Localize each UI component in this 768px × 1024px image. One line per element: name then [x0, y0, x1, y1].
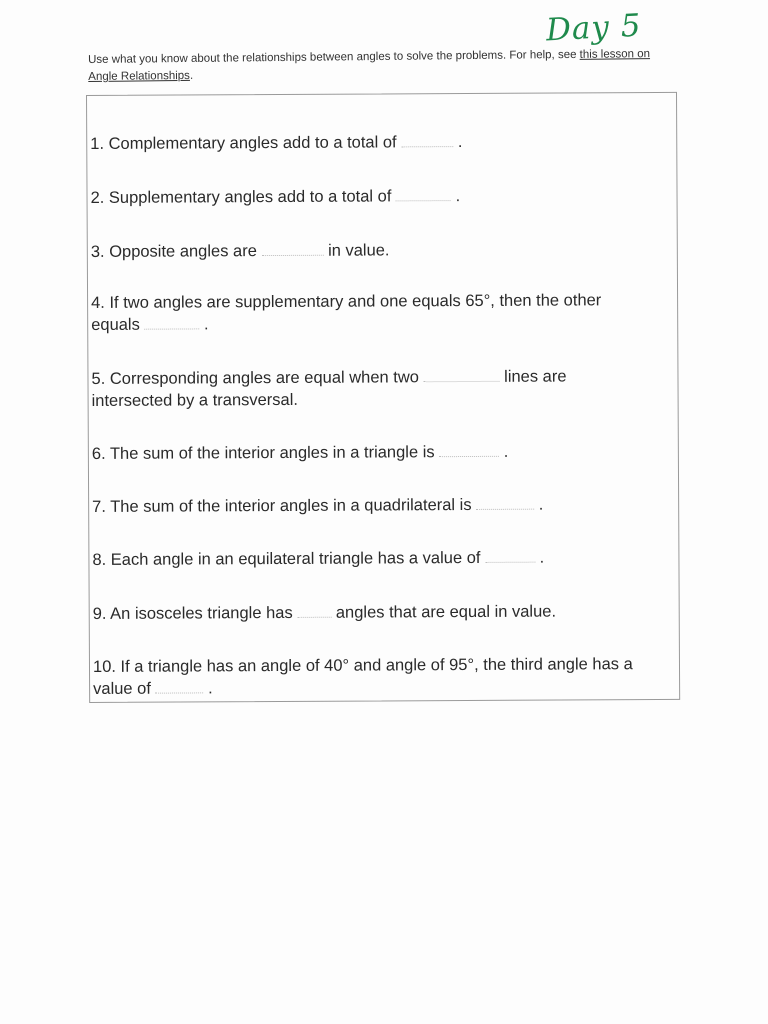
- question-6: [92, 440, 672, 465]
- question-1-end: .: [457, 133, 463, 152]
- answer-blank: [155, 678, 203, 693]
- question-7: [92, 493, 672, 518]
- questions-box: [86, 92, 680, 703]
- question-2-end: .: [455, 187, 461, 206]
- instructions-text: Use what you know about the relationships between angles to solve the problems. For help, see: [88, 48, 580, 66]
- question-3-end: in value.: [327, 241, 390, 260]
- question-3-text: 3. Opposite angles are: [90, 242, 257, 261]
- answer-blank: [144, 314, 199, 329]
- answer-blank: [476, 495, 534, 510]
- question-5-text: 5. Corresponding angles are equal when two: [91, 368, 419, 388]
- question-7-text: 7. The sum of the interior angles in a quadrilateral is: [92, 495, 472, 516]
- answer-blank: [396, 186, 451, 201]
- question-7-end: .: [538, 495, 544, 514]
- instructions-end: .: [189, 69, 194, 82]
- question-10: [93, 653, 673, 700]
- answer-blank: [439, 442, 499, 457]
- question-3: [91, 238, 671, 263]
- handwritten-day-note: Day 5: [545, 7, 643, 49]
- question-5: [91, 365, 611, 412]
- question-6-text: 6. The sum of the interior angles in a triangle is: [91, 443, 435, 463]
- angle-relationships-lesson-link[interactable]: this lesson on Angle Relationships: [88, 48, 651, 83]
- question-10-end: .: [208, 679, 213, 698]
- question-5-end: lines are intersected by a transversal.: [91, 367, 567, 410]
- question-1-text: 1. Complementary angles add to a total of: [90, 133, 397, 153]
- answer-blank: [485, 548, 535, 563]
- question-10-text: 10. If a triangle has an angle of 40° and angle of 95°, the third angle has a value of: [92, 655, 633, 698]
- answer-blank: [423, 367, 499, 382]
- answer-blank: [401, 132, 453, 147]
- question-9: [93, 600, 673, 625]
- question-2: [90, 184, 670, 209]
- question-8-text: 8. Each angle in an equilateral triangle has a value of: [92, 548, 481, 569]
- question-6-end: .: [503, 442, 509, 461]
- question-4-text: 4. If two angles are supplementary and one equals 65°, then the other equals: [91, 291, 602, 334]
- question-2-text: 2. Supplementary angles add to a total of: [90, 187, 392, 207]
- question-9-end: angles that are equal in value.: [335, 602, 557, 622]
- answer-blank: [261, 241, 323, 256]
- answer-blank: [297, 603, 331, 618]
- question-8: [92, 546, 672, 571]
- question-9-text: 9. An isosceles triangle has: [92, 603, 293, 623]
- question-4: [91, 289, 641, 336]
- question-8-end: .: [539, 548, 545, 567]
- question-1: [90, 130, 670, 155]
- question-4-end: .: [203, 315, 209, 334]
- instructions: [88, 46, 658, 86]
